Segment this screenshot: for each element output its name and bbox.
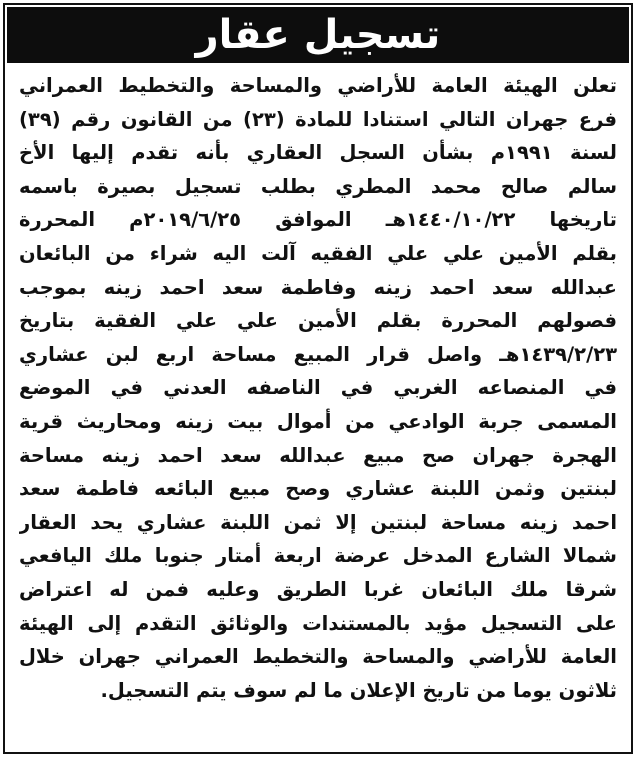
notice-line-11: المسمى جربة الوادعي من أموال بيت زينه ومحاريث قرية [19,409,617,433]
notice-line-8: فصولهم المحررة بقلم الأمين علي علي الفقية بتاريخ [19,309,617,333]
notice-line-16: شرقا ملك البائعان غربا الطريق وعليه فمن له اعتراض [19,577,617,601]
notice-line-4: سالم صالح محمد المطري بطلب تسجيل بصيرة باسمه [19,174,617,198]
notice-title: تسجيل عقار [195,12,441,58]
notice-line-17: على التسجيل مؤيد بالمستندات والوثائق التقدم إلى الهيئة [19,611,617,635]
notice-line-1: تعلن الهيئة العامة للأراضي والمساحة والتخطيط العمراني [19,74,617,97]
notice-line-9: ١٤٣٩/٢/٢٣هـ واصل قرار المبيع مساحة اربع لبن عشاري [19,342,617,366]
notice-line-14: احمد زينه مساحة لبنتين إلا ثمن اللبنة عشاري يحد العقار [19,510,617,534]
notice-line-18: العامة للأراضي والمساحة والتخطيط العمراني جهران خلال [19,645,617,669]
notice-body [19,69,617,707]
notice-line-3: لسنة ١٩٩١م بشأن السجل العقاري بأنه تقدم إليها الأخ [19,141,617,165]
notice-line-2: فرع جهران التالي استنادا للمادة (٢٣) من القانون رقم (٣٩) [19,107,617,131]
notice-line-15: شمالا الشارع المدخل عرضة اربعة أمتار جنوبا ملك اليافعي [19,544,617,568]
notice-line-12: الهجرة جهران صح مبيع عبدالله سعد احمد زينه مساحة [19,443,617,467]
notice-line-19: ثلاثون يوما من تاريخ الإعلان ما لم سوف يتم التسجيل. [100,678,617,702]
notice-line-7: عبدالله سعد احمد زينه وفاطمة سعد احمد زينه بموجب [19,275,617,299]
notice-line-13: لبنتين وثمن اللبنة عشاري وصح مبيع البائعه فاطمة سعد [19,477,617,501]
notice-line-6: بقلم الأمين علي علي الفقيه آلت اليه شراء من البائعان [19,241,617,265]
title-banner [7,7,629,63]
property-registration-notice [3,3,633,754]
notice-line-5: تاريخها ١٤٤٠/١٠/٢٢هـ الموافق ٢٠١٩/٦/٢٥م المحررة [19,208,617,232]
notice-line-10: في المنصاعه الغربي في الناصفه العدني في الموضع [19,376,617,400]
